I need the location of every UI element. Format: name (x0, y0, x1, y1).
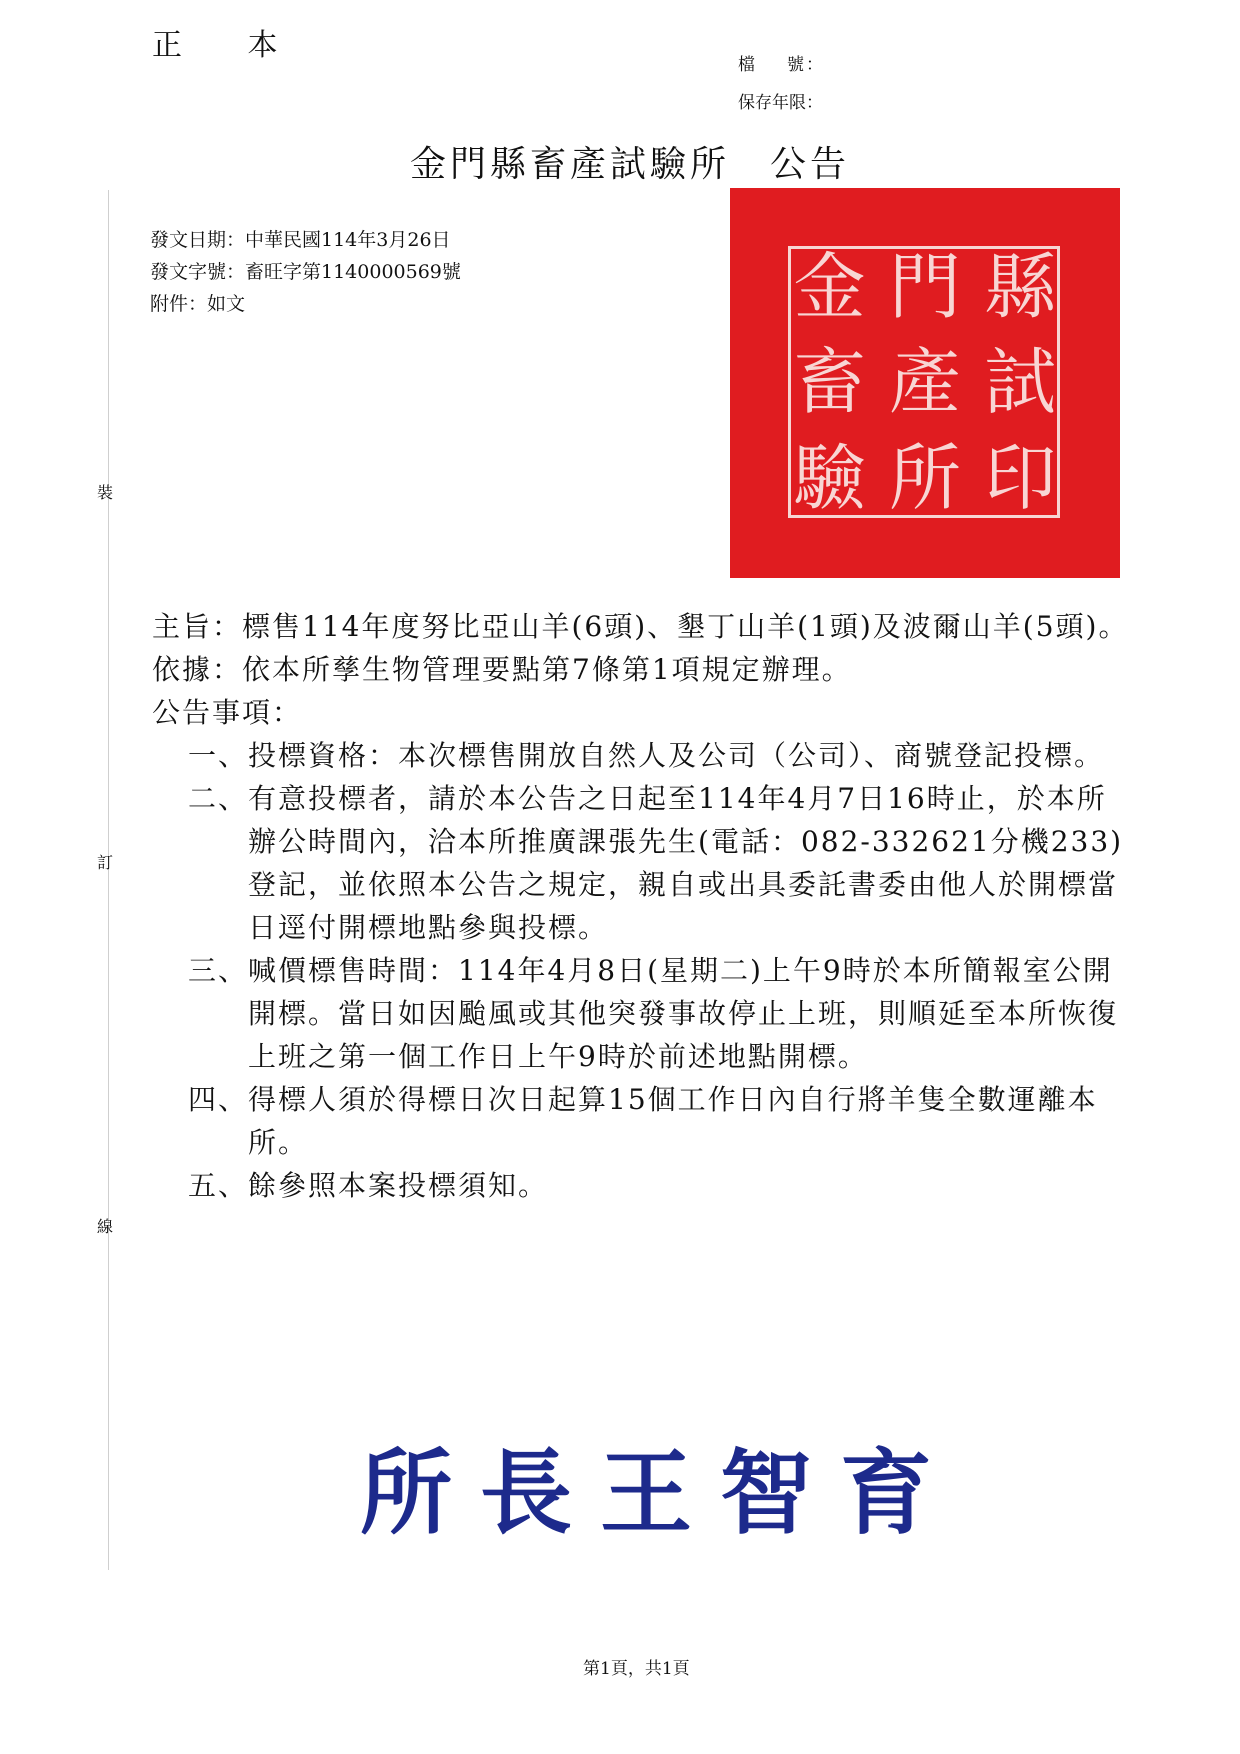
archive-label-part1: 檔 (738, 55, 757, 75)
basis-label: 依據： (152, 653, 243, 686)
seal-char: 印 (984, 435, 1057, 520)
title-organization: 金門縣畜產試驗所 (410, 144, 731, 185)
notice-item (188, 777, 1132, 949)
notice-item-number: 五、 (188, 1169, 249, 1202)
basis-text: 依本所孳生物管理要點第7條第1項規定辦理。 (242, 653, 852, 686)
seal-char: 縣 (984, 245, 1057, 329)
seal-char: 試 (984, 340, 1057, 425)
seal-char: 門 (888, 245, 961, 329)
notice-item-text: 投標資格：本次標售開放自然人及公司（公司）、商號登記投標。 (248, 739, 1105, 772)
issue-date: 發文日期：中華民國114年3月26日 (150, 229, 451, 251)
binding-mark-xian: 線 (97, 1217, 114, 1236)
seal-char: 所 (888, 435, 961, 520)
notice-item-text: 得標人須於得標日次日起算15個工作日內自行將羊隻全數運離本所。 (248, 1083, 1098, 1159)
seal-char: 金 (793, 245, 866, 329)
document-title (410, 136, 850, 187)
notice-item-text: 有意投標者，請於本公告之日起至114年4月7日16時止，於本所辦公時間內，洽本所推廣課張先生(電話：082-332621分機233)登記，並依照本公告之規定，親自或出具委託書委由他人於開標當日逕付開標地點參與投標。 (248, 782, 1124, 944)
notice-paragraph (152, 691, 1132, 734)
notice-item (188, 1164, 1132, 1207)
header-info (150, 224, 461, 320)
seal-characters (782, 240, 1068, 526)
page-footer: 第1頁，共1頁 (583, 1659, 690, 1679)
notice-item (188, 1078, 1132, 1164)
binding-mark-zhuang: 裝 (97, 483, 114, 502)
document-body (152, 605, 1132, 1207)
notice-item-number: 三、 (188, 954, 249, 987)
notice-item-text: 喊價標售時間：114年4月8日(星期二)上午9時於本所簡報室公開開標。當日如因颱風或其他突發事故停止上班，則順延至本所恢復上班之第一個工作日上午9時於前述地點開標。 (248, 954, 1119, 1073)
copy-mark: 正 本 (152, 28, 306, 63)
seal-char: 驗 (793, 435, 866, 520)
subject-label: 主旨： (152, 610, 243, 643)
archive-label-part2: 號： (787, 55, 825, 75)
director-signature-stamp: 所長王智育 (360, 1439, 961, 1547)
official-seal (730, 188, 1120, 578)
seal-char: 產 (888, 340, 961, 425)
attachment: 附件：如文 (150, 293, 246, 315)
subject-text: 標售114年度努比亞山羊(6頭)、墾丁山羊(1頭)及波爾山羊(5頭)。 (242, 610, 1129, 643)
basis-paragraph (152, 648, 1132, 691)
notice-item-number: 二、 (188, 782, 249, 815)
binding-line (108, 190, 109, 1570)
retention-period-label: 保存年限： (738, 93, 823, 113)
subject-paragraph (152, 605, 1132, 648)
notice-item (188, 734, 1132, 777)
seal-char: 畜 (793, 340, 866, 425)
archive-number-label (738, 50, 825, 75)
notice-item-text: 餘參照本案投標須知。 (248, 1169, 549, 1202)
title-type: 公告 (770, 144, 851, 185)
notice-item-number: 一、 (188, 739, 249, 772)
issue-number: 發文字號：畜旺字第1140000569號 (150, 261, 461, 283)
notice-label: 公告事項： (152, 696, 303, 729)
notice-item-number: 四、 (188, 1083, 249, 1116)
binding-mark-ding: 訂 (97, 853, 114, 872)
notice-items (188, 734, 1132, 1207)
notice-item (188, 949, 1132, 1078)
